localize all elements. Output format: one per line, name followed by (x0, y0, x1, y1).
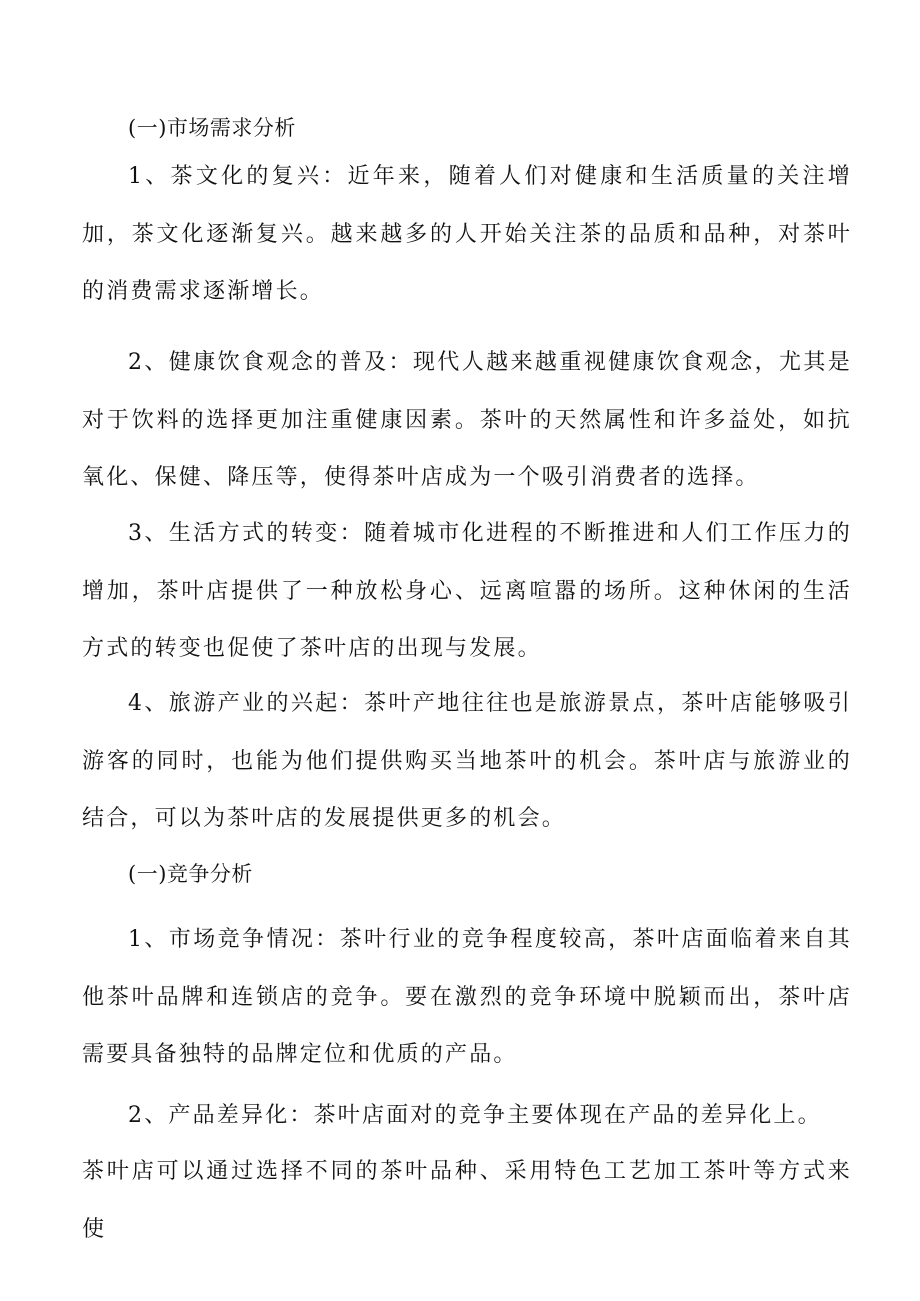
section-heading-competition: (一)竞争分析 (128, 862, 253, 886)
paragraph-healthy-diet: 2、健康饮食观念的普及：现代人越来越重视健康饮食观念，尤其是对于饮料的选择更加注重健康因素。茶叶的天然属性和许多益处，如抗氧化、保健、降压等，使得茶叶店成为一个吸引消费者的选择。 (82, 350, 852, 490)
paragraph-tea-culture-revival: 1、茶文化的复兴：近年来，随着人们对健康和生活质量的关注增加，茶文化逐渐复兴。越来越多的人开始关注茶的品质和品种，对茶叶的消费需求逐渐增长。 (82, 164, 852, 304)
paragraph-market-competition: 1、市场竞争情况：茶叶行业的竞争程度较高，茶叶店面临着来自其他茶叶品牌和连锁店的竞争。要在激烈的竞争环境中脱颖而出，茶叶店需要具备独特的品牌定位和优质的产品。 (82, 927, 852, 1067)
paragraph-differentiation-continuation: 茶叶店可以通过选择不同的茶叶品种、采用特色工艺加工茶叶等方式来使 (82, 1159, 852, 1242)
paragraph-tourism-rise: 4、旅游产业的兴起：茶叶产地往往也是旅游景点，茶叶店能够吸引游客的同时，也能为他们提供购买当地茶叶的机会。茶叶店与旅游业的结合，可以为茶叶店的发展提供更多的机会。 (82, 691, 852, 831)
paragraph-lifestyle-change: 3、生活方式的转变：随着城市化进程的不断推进和人们工作压力的增加，茶叶店提供了一种放松身心、远离喧嚣的场所。这种休闲的生活方式的转变也促使了茶叶店的出现与发展。 (82, 521, 852, 661)
section-heading-market-demand: (一)市场需求分析 (128, 116, 296, 140)
paragraph-product-differentiation: 2、产品差异化：茶叶店面对的竞争主要体现在产品的差异化上。 (128, 1103, 822, 1128)
